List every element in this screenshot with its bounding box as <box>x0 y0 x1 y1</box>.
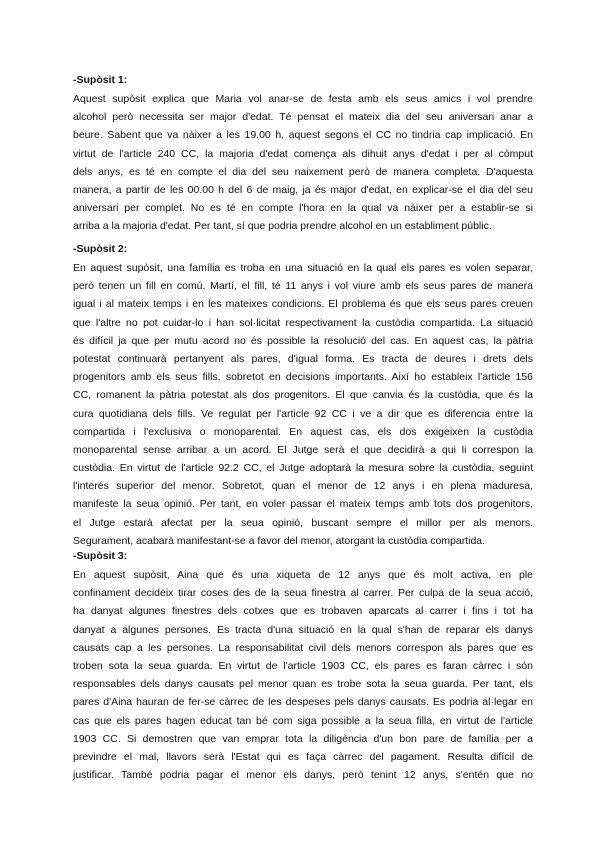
paragraph-line: potestat continuarà pertanyent als pares, d'igual forma. Es tracta de deures i drets dels <box>73 352 533 365</box>
paragraph-line: En aquest supòsit, una família es troba en una situació en la qual els pares es volen separar, <box>73 262 533 274</box>
paragraph-line: l'interés superior del menor. Sobretot, quan el menor de 12 anys i en plena maduresa, <box>73 480 533 493</box>
paragraph-line: CC, romanent la pàtria potestat als dos progenitors. El que canvia és la custòdia, que és la <box>73 389 533 402</box>
paragraph-line: custòdia. En virtut de l'article 92.2 CC, el Jutge adoptarà la mesura sobre la custòdia, seguint <box>73 462 533 475</box>
paragraph-line: ha danyat algunes finestres dels cotxes que es trobaven aparcats al carrer i fins i tot ha <box>73 605 533 618</box>
paragraph-line: que l'altre no pot cuidar-lo i han sol·licitat respectivament la custòdia compartida. La situació <box>73 316 533 329</box>
paragraph-line: danyat a algunes persones. Es tracta d'una situació en la qual s'han de reparar els danys <box>73 623 533 636</box>
paragraph-line: causats cap a les persones. La responsabilitat civil dels menors correspon als pares que es <box>73 641 533 654</box>
section-suposit-1 <box>73 71 533 236</box>
section-suposit-2 <box>73 240 533 550</box>
paragraph-line: manera, a partir de les 00.00 h del 6 de maig, ja és major d'edat, en explicar-se el dia del seu <box>73 183 533 196</box>
paragraph-line: igual i al mateix temps i en les mateixes condicions. El problema és que els seus pares creuen <box>73 298 533 311</box>
paragraph-line: En aquest supòsit, Aina que és una xiqueta de 12 anys que és molt activa, en ple <box>73 569 533 581</box>
paragraph-line: virtut de l'article 240 CC, la majoria d'edat comença als dihuit anys d'edat i per al còmput <box>73 147 533 160</box>
paragraph-line: justificar. També podria pagar el menor els danys, però tenint 12 anys, s'entén que no <box>73 769 533 782</box>
paragraph-line: troben sota la seua guarda. En virtut de l'article 1903 CC, els pares es faran càrrec i són <box>73 659 533 672</box>
paragraph-line: aniversari per complet. No es té en compte l'hora en la qual va nàixer per a establir-se si <box>73 202 533 215</box>
paragraph-line: cura quotidiana dels fills. Ve regulat per l'article 92 CC i ve a dir que es diferencia entre la <box>73 407 533 420</box>
paragraph-line: compartida i l'exclusiva o monoparental. En aquest cas, els dos exigeixen la custòdia <box>73 425 533 438</box>
paragraph-line: alcohol però necessita ser major d'edat. Té pensat el mateix dia del seu aniversari anar a <box>73 111 533 124</box>
paragraph-line: Aquest supòsit explica que Maria vol anar-se de festa amb els seus amics i vol prendre <box>73 93 533 105</box>
paragraph-line: monoparental sense arribar a un acord. El Jutge serà el que decidirà a qui li correspon la <box>73 443 533 456</box>
paragraph-line: dels anys, es té en compte el dia del seu naixement però de manera completa. D'aquesta <box>73 165 533 178</box>
paragraph-line: cas que els pares hagen educat tan bé com siga possible a la seua filla, en virtut de l'article <box>73 714 533 727</box>
paragraph-line: arriba a la majoria d'edat. Per tant, sí que podria prendre alcohol en un establiment públic. <box>73 220 492 233</box>
section-suposit-3 <box>73 547 533 784</box>
paragraph-line: Segurament, acabarà manifestant-se a favor del menor, atorgant la custòdia compartida. <box>73 534 486 547</box>
paragraph-line: però tenen un fill en comú. Martí, el fill, té 11 anys i vol viure amb els seus pares de manera <box>73 280 533 293</box>
paragraph-line: pares d'Aina hauran de fer-se càrrec de les despeses pels danys causats. Es podria al·legar en <box>73 696 533 709</box>
paragraph-line: progenitors amb els seus fills, sobretot en decisions importants. Així ho estableix l'article 156 <box>73 371 533 384</box>
paragraph-line: el Jutge estarà afectat per la seua opinió, buscant sempre el millor per als menors. <box>73 516 533 529</box>
paragraph-line: previndre el mal, llavors serà l'Estat qui es faça càrrec del pagament. Resulta difícil de <box>73 750 533 763</box>
paragraph-line: confinament decideix tirar coses des de la seua finestra al carrer. Per culpa de la seua acció, <box>73 587 533 600</box>
section-heading: -Supòsit 3: <box>73 550 128 562</box>
section-heading: -Supòsit 1: <box>73 74 128 86</box>
paragraph-line: responsables dels danys causats pel menor quan es trobe sota la seua guarda. Per tant, els <box>73 678 533 691</box>
section-heading: -Supòsit 2: <box>73 243 128 255</box>
paragraph-line: 1903 CC. Si demostren que van emprar tota la diligència d'un bon pare de família per a <box>73 732 533 745</box>
paragraph-line: beure. Sabent que va nàixer a les 19.00 h, aquest segons el CC no tindria cap implicació. En <box>73 129 533 142</box>
paragraph-line: manifeste la seua opinió. Per tant, en voler passar el mateix temps amb tots dos progenitors, <box>73 498 533 511</box>
paragraph-line: és difícil ja que per mutu acord no és possible la resolució del cas. En aquest cas, la pàtria <box>73 334 533 347</box>
